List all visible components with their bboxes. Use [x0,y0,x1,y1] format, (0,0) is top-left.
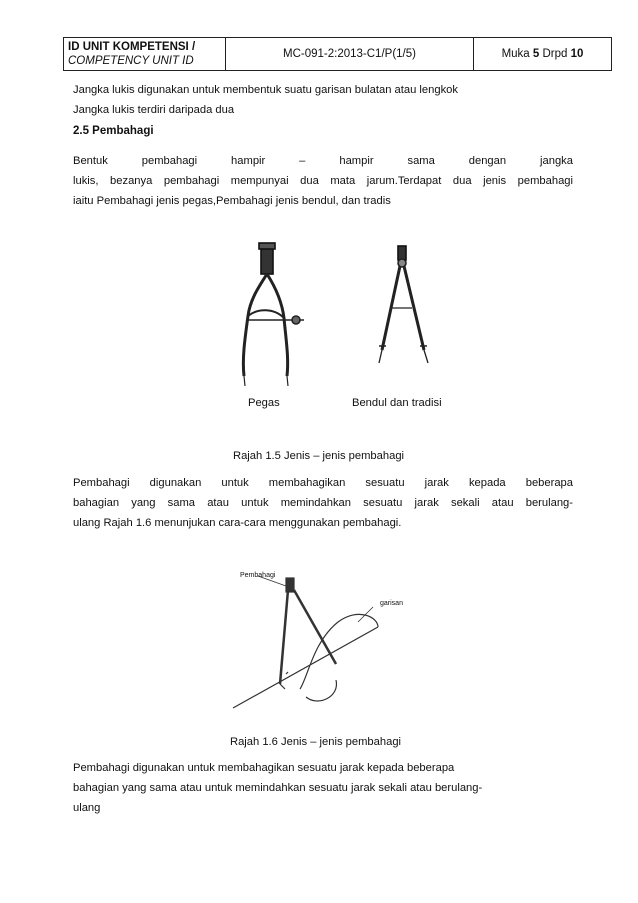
closing-line-1: Pembahagi digunakan untuk membahagikan sesuatu jarak kepada beberapa [73,762,455,774]
label-garisan: garisan [380,600,403,607]
usage-line-3: ulang Rajah 1.6 menunjukan cara-cara menggunakan pembahagi. [73,517,402,529]
unit-code-cell [226,38,474,70]
unit-id-cell [64,38,226,70]
usage-paragraph [73,473,573,533]
label-bendul: Bendul dan tradisi [352,397,442,409]
header-table [63,37,612,71]
section-heading: 2.5 Pembahagi [73,125,154,137]
divider-usage-figure [228,562,428,712]
unit-id-label-en: COMPETENCY UNIT ID [68,55,194,67]
dividers-figure [196,228,466,398]
intro-paragraph [73,80,573,120]
garisan-line [233,627,378,708]
page-number-cell [474,38,611,70]
page-prefix: Muka [501,48,533,60]
intro-line-1: Jangka lukis digunakan untuk membentuk suatu garisan bulatan atau lengkok [73,84,458,96]
bow-divider-image [379,246,428,363]
section-line-1 [73,151,573,171]
arc-lower [306,680,336,701]
figure2-caption: Rajah 1.6 Jenis – jenis pembahagi [230,736,402,748]
page-current: 5 [532,48,540,60]
figure1-caption: Rajah 1.5 Jenis – jenis pembahagi [233,450,405,462]
section-line-3: iaitu Pembahagi jenis pegas,Pembahagi jenis bendul, dan tradis [73,195,391,207]
usage-line-2: bahagian yang sama atau untuk memindahkan sesuatu jarak sekali atau berulang- [73,497,573,509]
usage-line-1: Pembahagi digunakan untuk membahagikan sesuatu jarak kepada beberapa [73,477,573,489]
page-total: 10 [570,48,584,60]
closing-paragraph [73,758,573,818]
label-pegas: Pegas [248,397,280,409]
label-pembahagi: Pembahagi [240,572,276,579]
unit-id-label: ID UNIT KOMPETENSI / [68,41,196,53]
page-mid: Drpd [539,48,571,60]
intro-line-2: Jangka lukis terdiri daripada dua [73,104,235,116]
closing-line-3: ulang [73,802,101,814]
page-number [502,48,584,60]
section-line-1-text: Bentuk pembahagi hampir – hampir sama dengan jangka [73,155,573,167]
closing-line-2: bahagian yang sama atau untuk memindahkan sesuatu jarak sekali atau berulang- [73,782,483,794]
unit-code: MC-091-2:2013-C1/P(1/5) [283,48,416,60]
arc-upper [300,614,378,689]
section-line-2: lukis, bezanya pembahagi mempunyai dua mata jarum.Terdapat dua jenis pembahagi [73,175,573,187]
spring-divider-image [243,243,304,386]
section-paragraph [73,151,573,211]
